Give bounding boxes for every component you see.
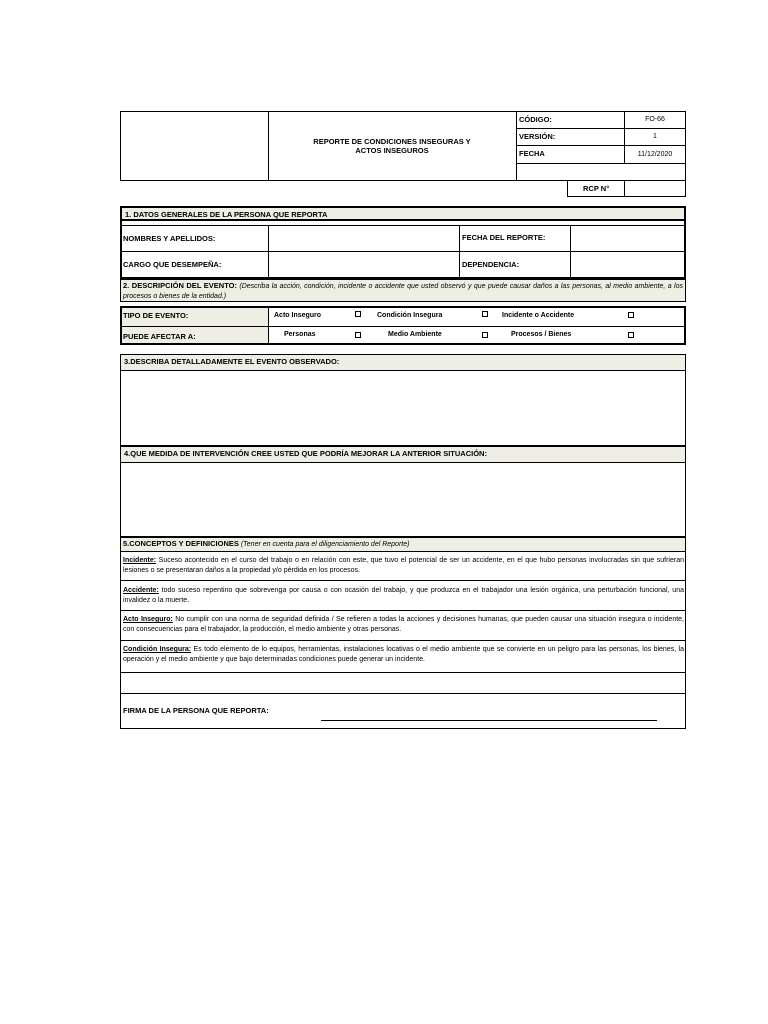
meta-divider [516,111,517,181]
dependencia-field[interactable] [571,252,685,278]
fecha-reporte-label: FECHA DEL REPORTE: [462,233,546,242]
row-line [120,640,686,641]
dependencia-label: DEPENDENCIA: [462,260,520,269]
col-line [268,306,269,345]
document-title-line1: REPORTE DE CONDICIONES INSEGURAS Y [313,137,471,146]
section2-title [123,281,683,302]
incidente-accidente-checkbox[interactable] [628,312,634,318]
row-line [120,693,686,694]
definition-condicion-insegura [123,645,684,665]
definition-text: todo suceso repentino que sobrevenga por causa o con ocasión del trabajo, y que produzca en el trabajador una lesión orgánica, una perturbación funcional, una invalidez o la muerte. [123,587,684,604]
row-line [120,672,686,673]
section5-title-text: 5.CONCEPTOS Y DEFINICIONES [123,539,239,548]
afectar-option-label: Personas [284,331,316,338]
definition-acto-inseguro [123,615,684,635]
section2-hint: (Describa la acción, condición, incidente o accidente que usted observó y que puede causar daños a las personas, al medio ambiente, a los procesos o bienes de la entidad.) [123,283,683,300]
cargo-field[interactable] [269,252,459,278]
col-line [459,225,460,279]
codigo-label: CÓDIGO: [519,115,552,124]
rcp-field[interactable] [625,181,685,196]
row-line [120,610,686,611]
definition-term: Accidente: [123,587,159,594]
definition-incidente [123,556,684,576]
section4-title: 4.QUE MEDIDA DE INTERVENCIÓN CREE USTED QUE PODRÍA MEJORAR LA ANTERIOR SITUACIÓN: [120,446,686,463]
acto-inseguro-checkbox[interactable] [355,311,361,317]
definition-term: Acto Inseguro: [123,616,173,623]
definition-text: Es todo elemento de lo equipos, herramientas, instalaciones locativas o el medio ambiente que se convierte en un peligro para las personas, los bienes, la operación y el medio ambiente y que bajo determinadas condiciones puede generar un incidente. [123,646,684,663]
tipo-option-label: Acto Inseguro [274,312,322,319]
section5-hint: (Tener en cuenta para el diligenciamiento del Reporte) [240,541,410,548]
meta-row-line [516,145,686,146]
fecha-reporte-field[interactable] [571,226,685,251]
afectar-option-label: Procesos / Bienes [511,331,572,338]
codigo-value: FO-66 [645,116,665,123]
signature-label: FIRMA DE LA PERSONA QUE REPORTA: [123,706,269,715]
medio-ambiente-checkbox[interactable] [482,332,488,338]
procesos-bienes-checkbox[interactable] [628,332,634,338]
version-value: 1 [653,133,657,140]
section3-textarea[interactable] [121,371,685,445]
definition-term: Condición Insegura: [123,646,192,653]
section5-title [123,539,683,550]
definition-accidente [123,586,684,606]
logo-area [121,112,267,180]
tipo-option-label: Condición Insegura [377,312,443,319]
fecha-value: 11/12/2020 [637,151,673,158]
document-title-line2: ACTOS INSEGUROS [355,146,429,155]
definition-term: Incidente: [123,557,157,564]
rcp-label: RCP N° [583,184,610,193]
afectar-label: PUEDE AFECTAR A: [123,332,196,341]
condicion-insegura-checkbox[interactable] [482,311,488,317]
row-line [120,326,686,327]
tipo-option-label: Incidente o Accidente [502,312,575,319]
meta-row-line [516,163,686,164]
version-label: VERSIÓN: [519,132,556,141]
definition-text: No cumplir con una norma de seguridad definida / Se refieren a todas la acciones y decisiones humanas, que pueden causar una situación insegura o incidente, con consecuencias para el trabajador, la producción, el medio ambiente y otras personas. [123,616,685,633]
afectar-option-label: Medio Ambiente [388,331,442,338]
meta-row-line [516,128,686,129]
nombres-field[interactable] [269,226,459,251]
section3-title: 3.DESCRIBA DETALLADAMENTE EL EVENTO OBSERVADO: [120,354,686,371]
tipo-evento-label: TIPO DE EVENTO: [123,311,189,320]
cargo-label: CARGO QUE DESEMPEÑA: [123,260,222,269]
section1-title: 1. DATOS GENERALES DE LA PERSONA QUE REPORTA [120,206,686,221]
nombres-label: NOMBRES Y APELLIDOS: [123,234,216,243]
personas-checkbox[interactable] [355,332,361,338]
row-line [120,551,686,552]
section2-title-text: 2. DESCRIPCIÓN DEL EVENTO: [123,281,237,290]
fecha-label: FECHA [519,149,545,158]
signature-line[interactable] [321,720,657,721]
definition-text: Suceso acontecido en el curso del trabajo o en relación con este, que tuvo el potencial de ser un accidente, en el que hubo personas involucradas sin que sufrieran lesiones o se presentaran daños a la propiedad y/o pérdida en los procesos. [123,557,684,574]
row-line [120,580,686,581]
section4-textarea[interactable] [121,463,685,536]
